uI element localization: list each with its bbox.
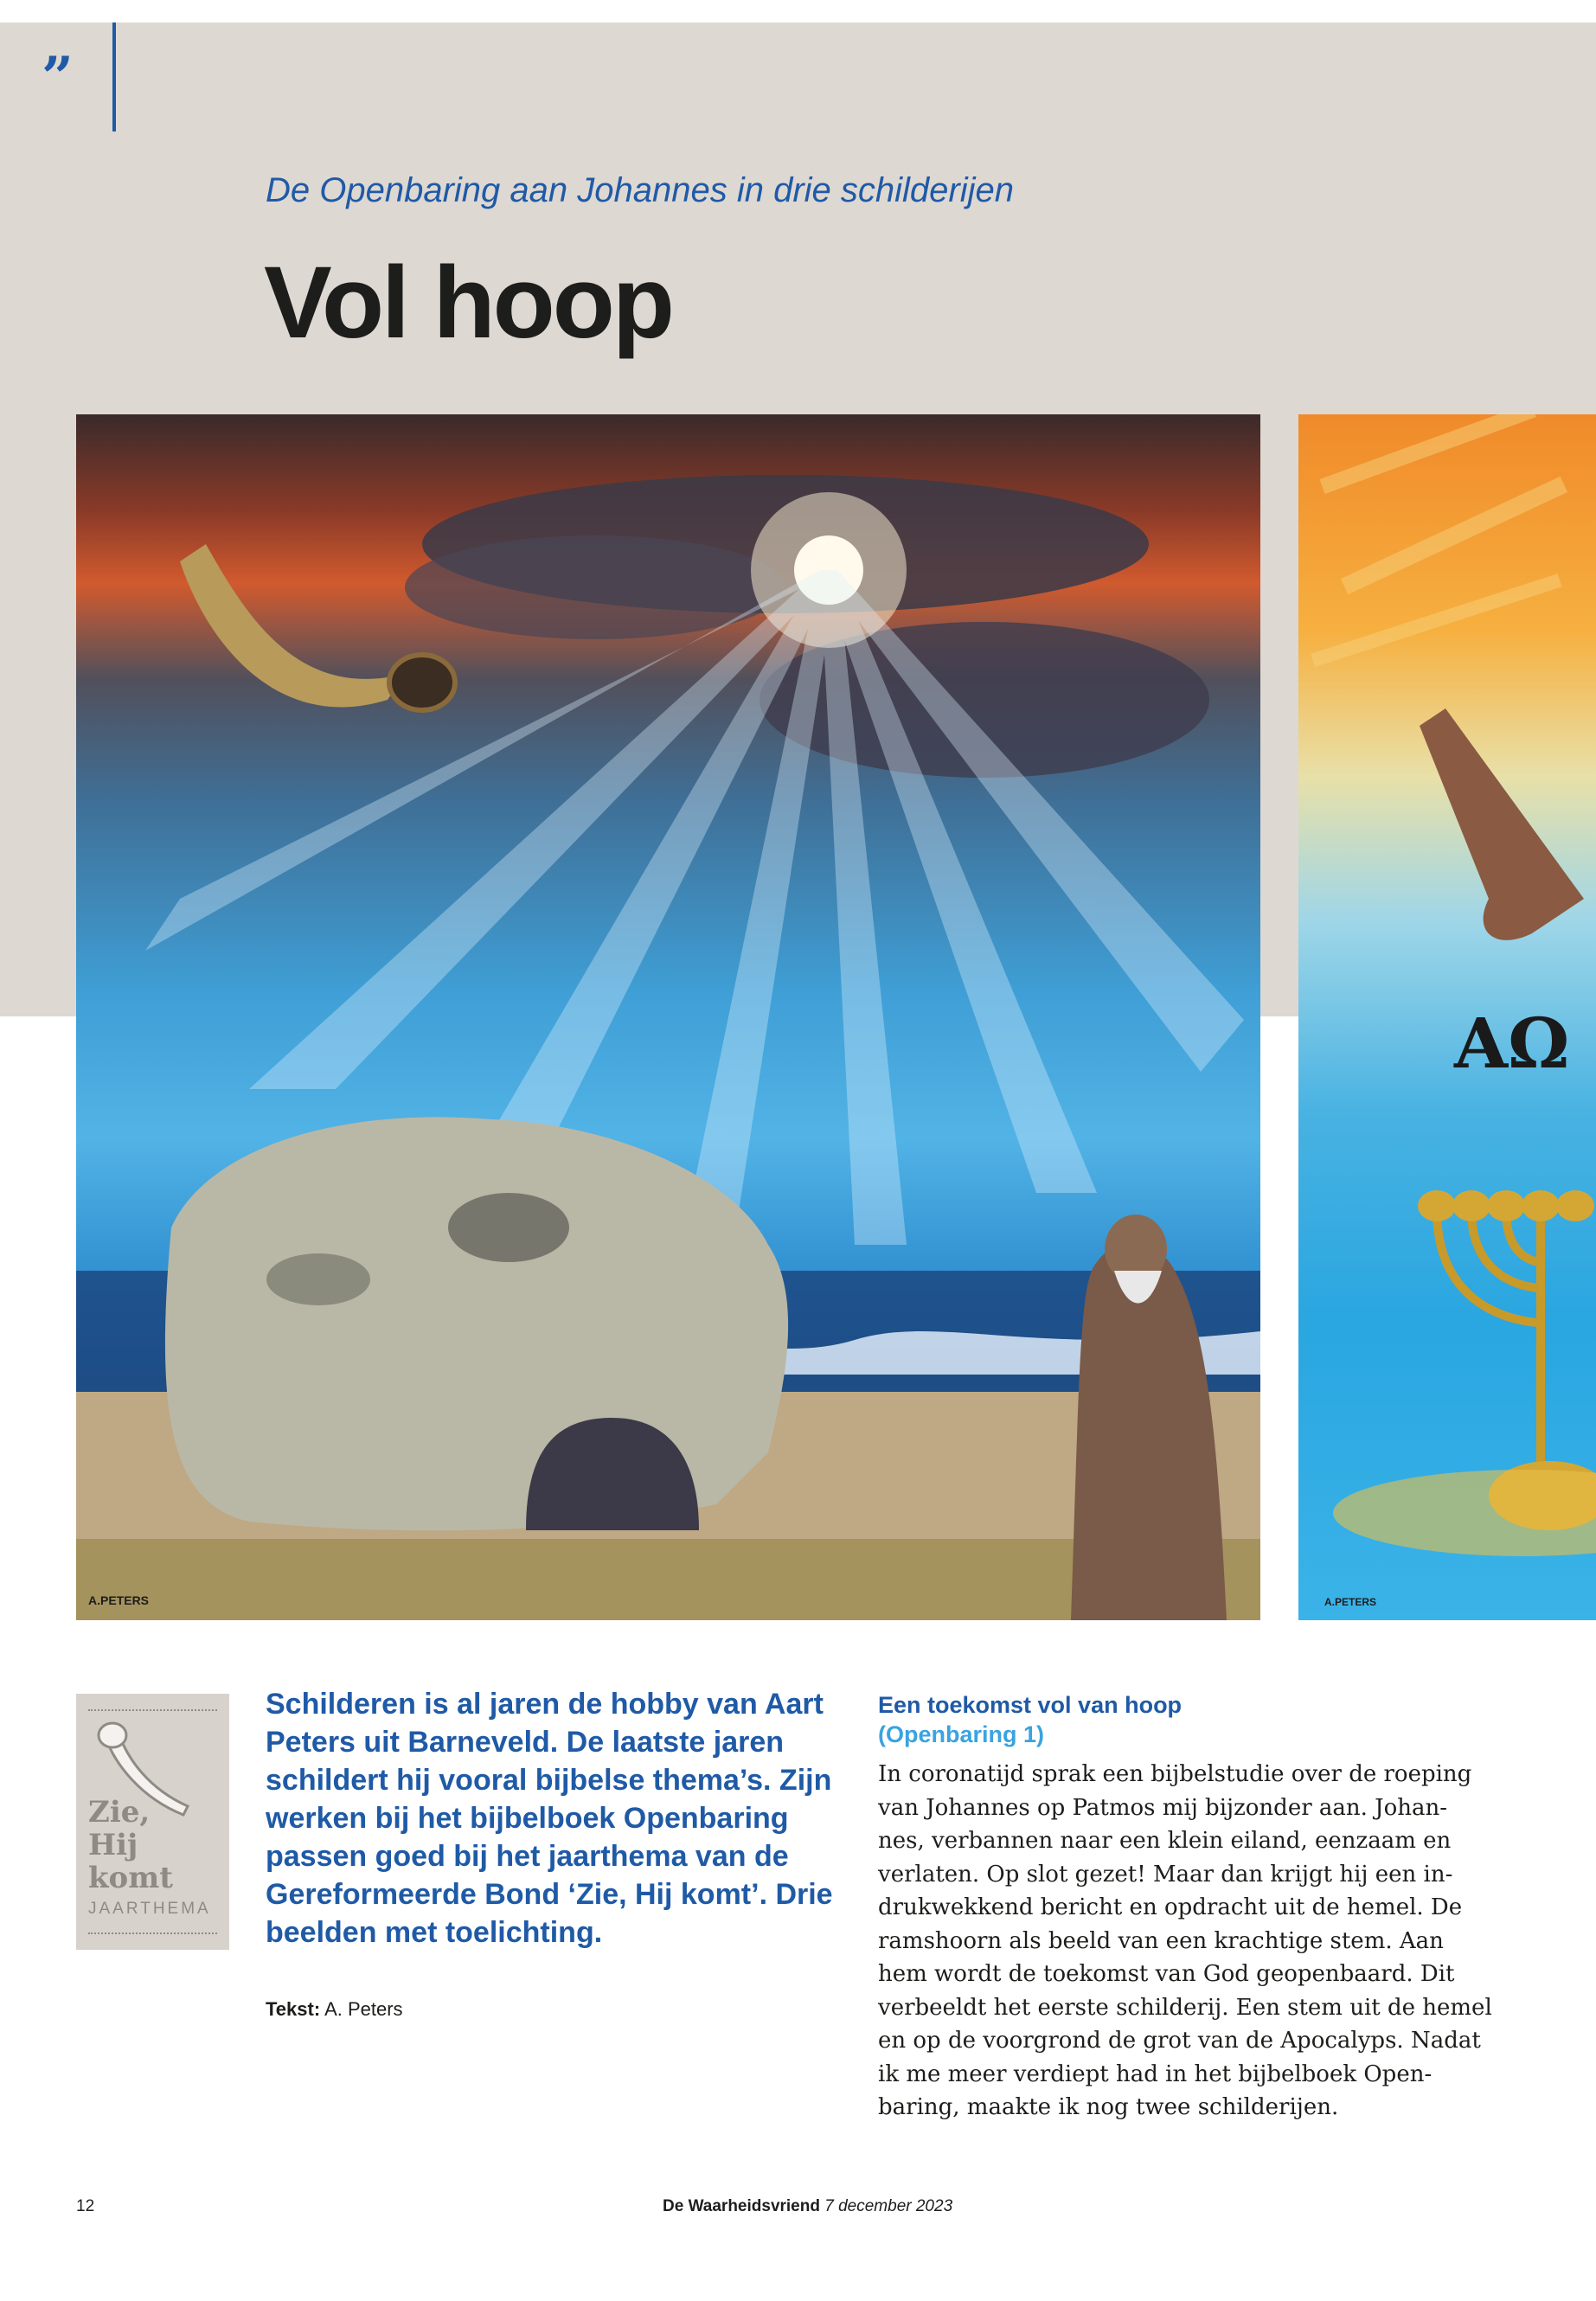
body-line: nes, verbannen naar een klein eiland, eenzaam en	[878, 1828, 1452, 1854]
painting-image-2	[1298, 414, 1596, 1620]
body-line: drukwekkend bericht en opdracht uit de hemel. De	[878, 1894, 1463, 1920]
painting-1-signature: A.PETERS	[88, 1593, 150, 1607]
logo-line-3: komt	[88, 1861, 173, 1895]
intro-paragraph: Schilderen is al jaren de hobby van Aart Peters uit Barneveld. De laatste jaren schildert hij vooral bijbelse thema’s. Zijn werken bij het bijbelboek Openbaring passen goed bij het jaarthema van de Gereformeerde Bond ‘Zie, Hij komt’. Drie beelden met toelichting.	[266, 1688, 833, 1949]
credit-author: A. Peters	[324, 1998, 403, 2020]
body-line: verlaten. Op slot gezet! Maar dan krijgt hij een in-	[878, 1861, 1453, 1888]
publication-name: De Waarheidsvriend	[663, 2197, 820, 2215]
logo-line-2: Hij	[88, 1828, 138, 1862]
credit-label: Tekst:	[266, 1998, 321, 2020]
quote-mark-icon: ”	[42, 45, 74, 110]
section-subheading: (Openbaring 1)	[878, 1721, 1045, 1747]
article-title: Vol hoop	[264, 246, 672, 360]
body-line: In coronatijd sprak een bijbelstudie over de roeping	[878, 1761, 1472, 1787]
header-divider	[112, 22, 116, 131]
jaarthema-logo	[76, 1694, 229, 1950]
alpha-omega-symbol: AΩ	[1454, 1003, 1570, 1084]
body-line: verbeeldt het eerste schilderij. Een stem uit de hemel	[878, 1994, 1492, 2021]
body-line: hem wordt de toekomst van God geopenbaard. Dit	[878, 1961, 1455, 1987]
logo-divider	[88, 1932, 217, 1934]
body-line: ik me meer verdiept had in het bijbelboek Open-	[878, 2061, 1433, 2087]
painting-1-artwork	[76, 414, 1260, 1620]
page-number: 12	[76, 2197, 95, 2215]
painting-2-signature: A.PETERS	[1324, 1596, 1377, 1608]
body-line: van Johannes op Patmos mij bijzonder aan. Johan-	[878, 1794, 1448, 1821]
author-credit	[266, 1998, 403, 2021]
section-heading: Een toekomst vol van hoop	[878, 1692, 1183, 1718]
logo-line-1: Zie,	[88, 1795, 151, 1830]
article-kicker: De Openbaring aan Johannes in drie schilderijen	[266, 171, 1014, 209]
logo-divider	[88, 1709, 217, 1711]
logo-subtitle: JAARTHEMA	[88, 1900, 211, 1918]
footer-publication	[663, 2197, 952, 2216]
body-line: ramshoorn als beeld van een krachtige stem. Aan	[878, 1927, 1444, 1954]
publication-date: 7 december 2023	[824, 2197, 953, 2215]
painting-image-1	[76, 414, 1260, 1620]
body-line: baring, maakte ik nog twee schilderijen.	[878, 2094, 1339, 2120]
body-text	[878, 1758, 1492, 2125]
body-line: en op de voorgrond de grot van de Apocalyps. Nadat	[878, 2028, 1481, 2054]
